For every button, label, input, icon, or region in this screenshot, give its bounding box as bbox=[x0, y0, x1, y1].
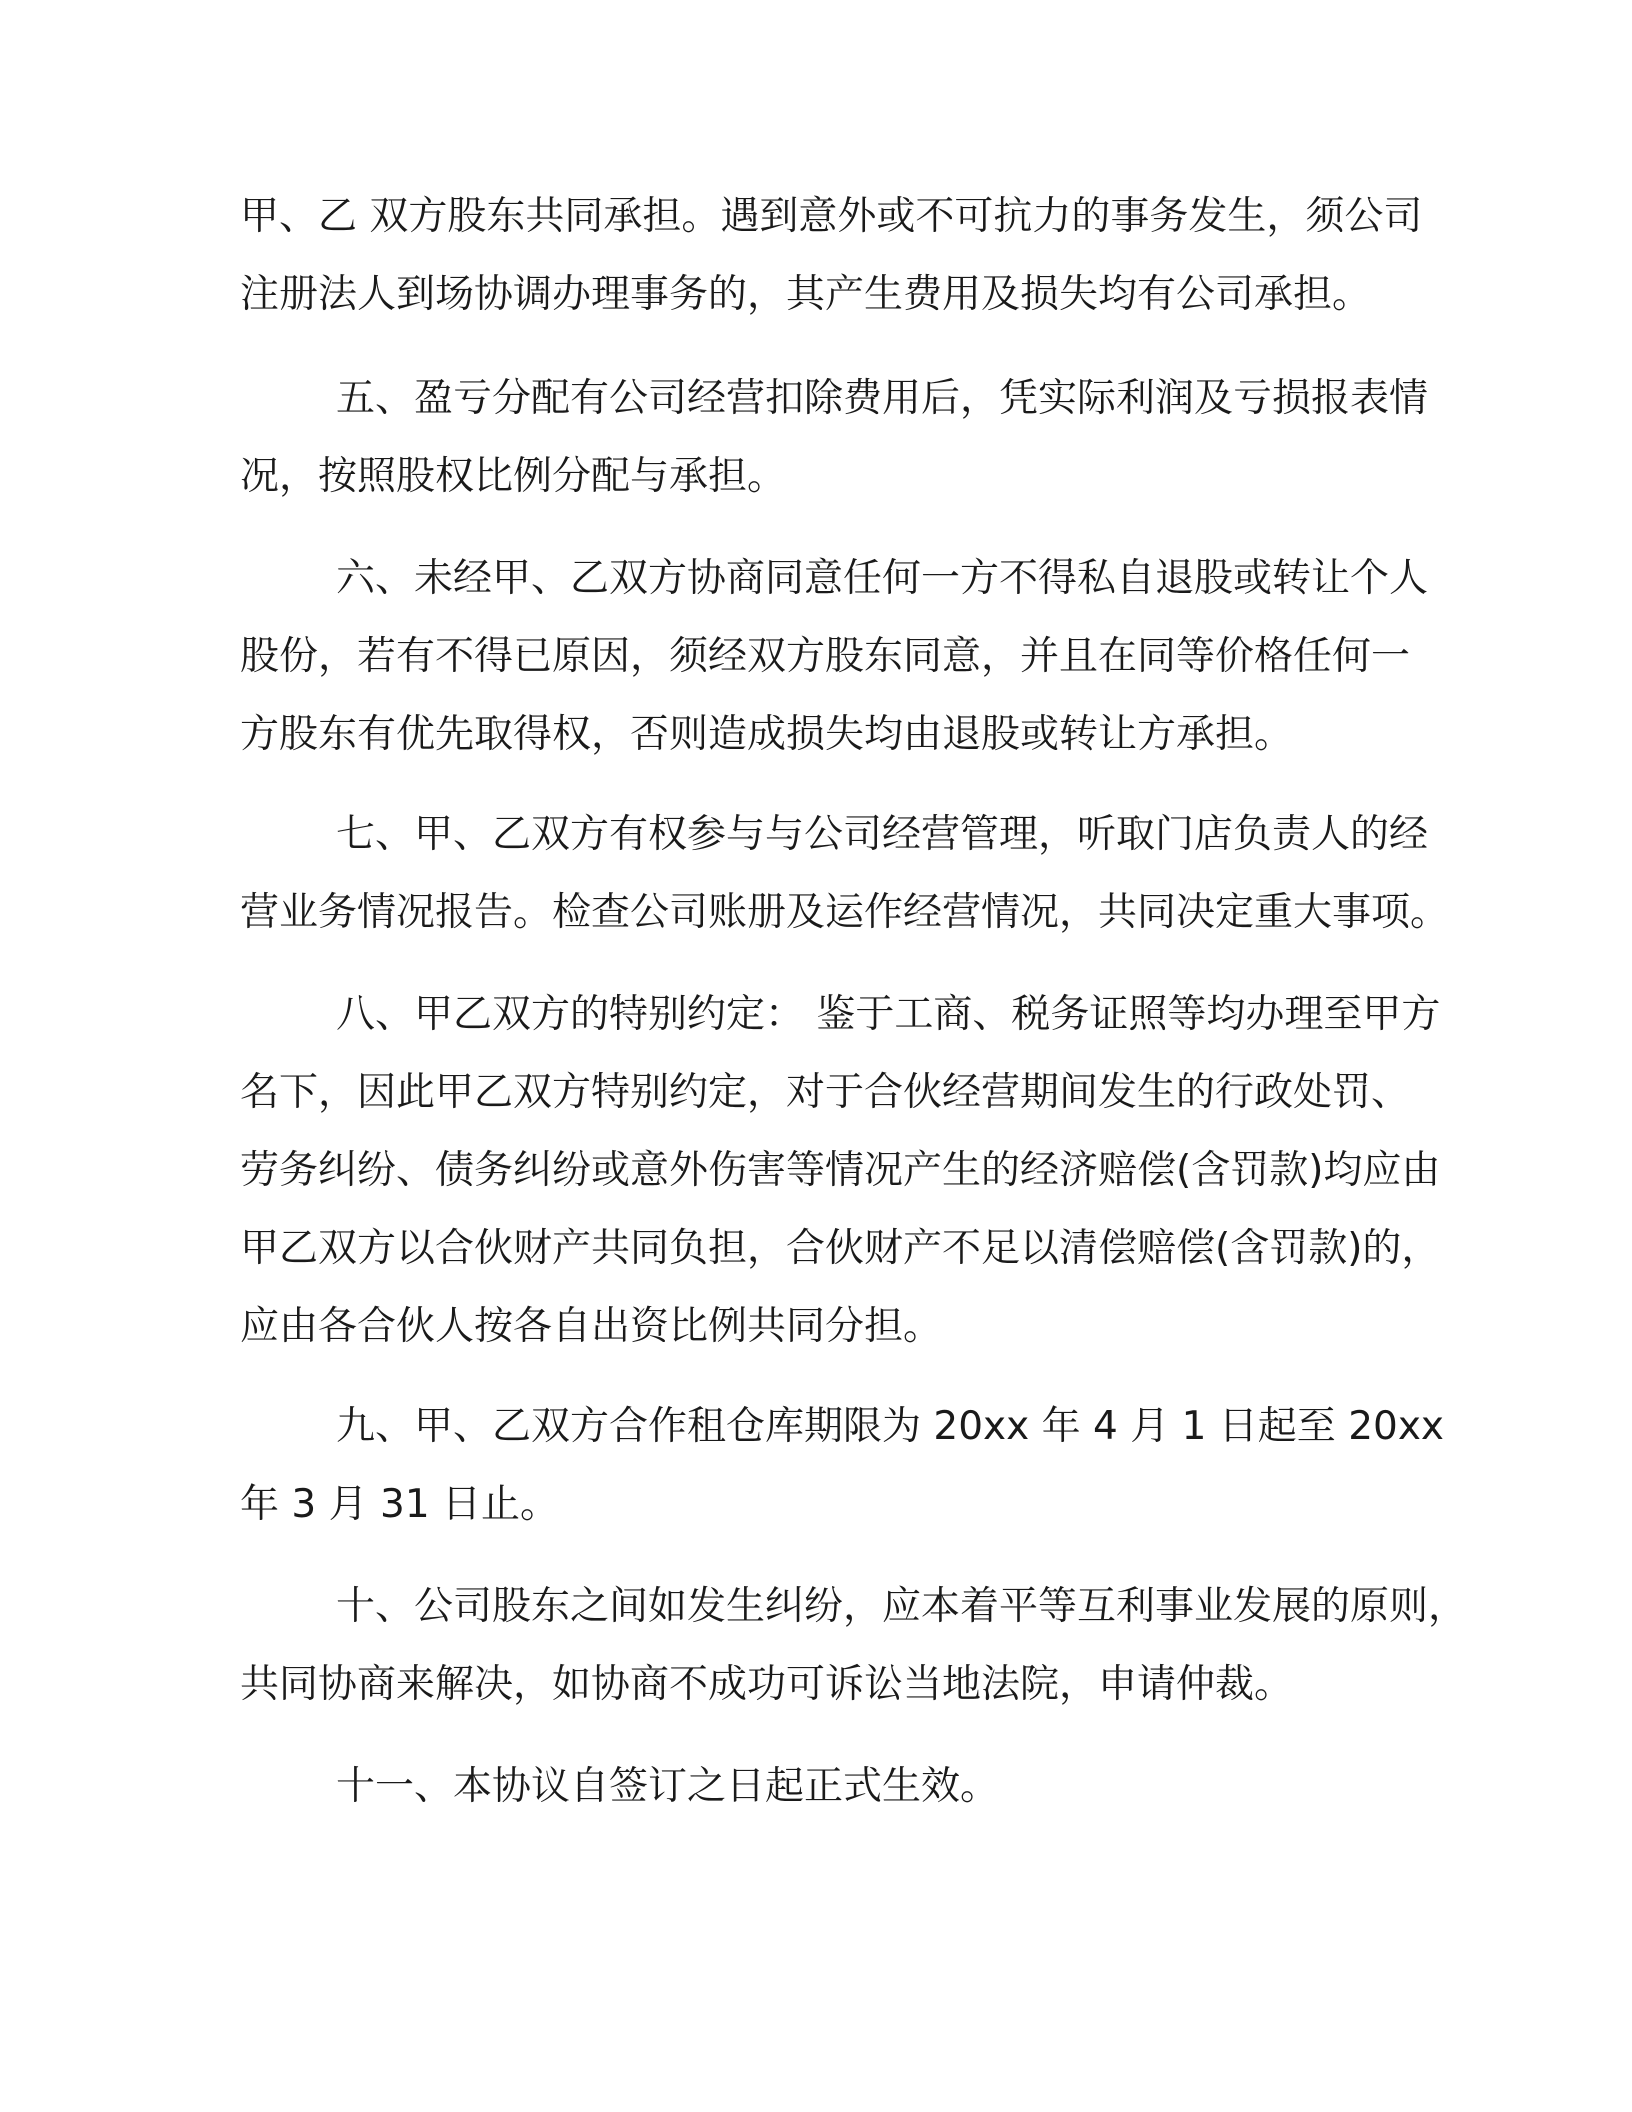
paragraph-clause-11 bbox=[240, 1748, 1410, 1826]
paragraph-line: 五、盈亏分配有公司经营扣除费用后，凭实际利润及亏损报表情 bbox=[336, 376, 1429, 421]
paragraph-line: 劳务纠纷、债务纠纷或意外伤害等情况产生的经济赔偿(含罚款)均应由 bbox=[240, 1148, 1441, 1193]
paragraph-line: 甲、乙 双方股东共同承担。遇到意外或不可抗力的事务发生，须公司 bbox=[240, 194, 1423, 239]
paragraph-clause-7 bbox=[240, 796, 1450, 952]
paragraph-clause-9 bbox=[240, 1388, 1444, 1544]
paragraph-line: 应由各合伙人按各自出资比例共同分担。 bbox=[240, 1304, 943, 1349]
paragraph-line: 股份，若有不得已原因，须经双方股东同意，并且在同等价格任何一 bbox=[240, 634, 1411, 679]
paragraph-line: 八、甲乙双方的特别约定： 鉴于工商、税务证照等均办理至甲方 bbox=[336, 992, 1441, 1037]
paragraph-clause-5 bbox=[240, 360, 1429, 516]
paragraph-line: 名下，因此甲乙双方特别约定，对于合伙经营期间发生的行政处罚、 bbox=[240, 1070, 1411, 1115]
paragraph-clause-8 bbox=[240, 976, 1441, 1366]
paragraph-line: 共同协商来解决，如协商不成功可诉讼当地法院，申请仲裁。 bbox=[240, 1662, 1294, 1707]
paragraph-clause-10 bbox=[240, 1568, 1468, 1724]
paragraph-line: 十、公司股东之间如发生纠纷，应本着平等互利事业发展的原则， bbox=[336, 1584, 1468, 1629]
paragraph-line: 七、甲、乙双方有权参与与公司经营管理，听取门店负责人的经 bbox=[336, 812, 1429, 857]
paragraph-line: 甲乙双方以合伙财产共同负担，合伙财产不足以清偿赔偿(含罚款)的， bbox=[240, 1226, 1441, 1271]
paragraph-continuation bbox=[240, 178, 1423, 334]
paragraph-line: 注册法人到场协调办理事务的，其产生费用及损失均有公司承担。 bbox=[240, 272, 1372, 317]
paragraph-line: 营业务情况报告。检查公司账册及运作经营情况，共同决定重大事项。 bbox=[240, 890, 1450, 935]
paragraph-line: 十一、本协议自签订之日起正式生效。 bbox=[336, 1764, 1000, 1809]
paragraph-clause-6 bbox=[240, 540, 1429, 774]
paragraph-line: 九、甲、乙双方合作租仓库期限为 20xx 年 4 月 1 日起至 20xx bbox=[336, 1404, 1444, 1449]
paragraph-line: 年 3 月 31 日止。 bbox=[240, 1482, 560, 1527]
paragraph-line: 六、未经甲、乙双方协商同意任何一方不得私自退股或转让个人 bbox=[336, 556, 1429, 601]
paragraph-line: 方股东有优先取得权，否则造成损失均由退股或转让方承担。 bbox=[240, 712, 1294, 757]
paragraph-line: 况，按照股权比例分配与承担。 bbox=[240, 454, 787, 499]
